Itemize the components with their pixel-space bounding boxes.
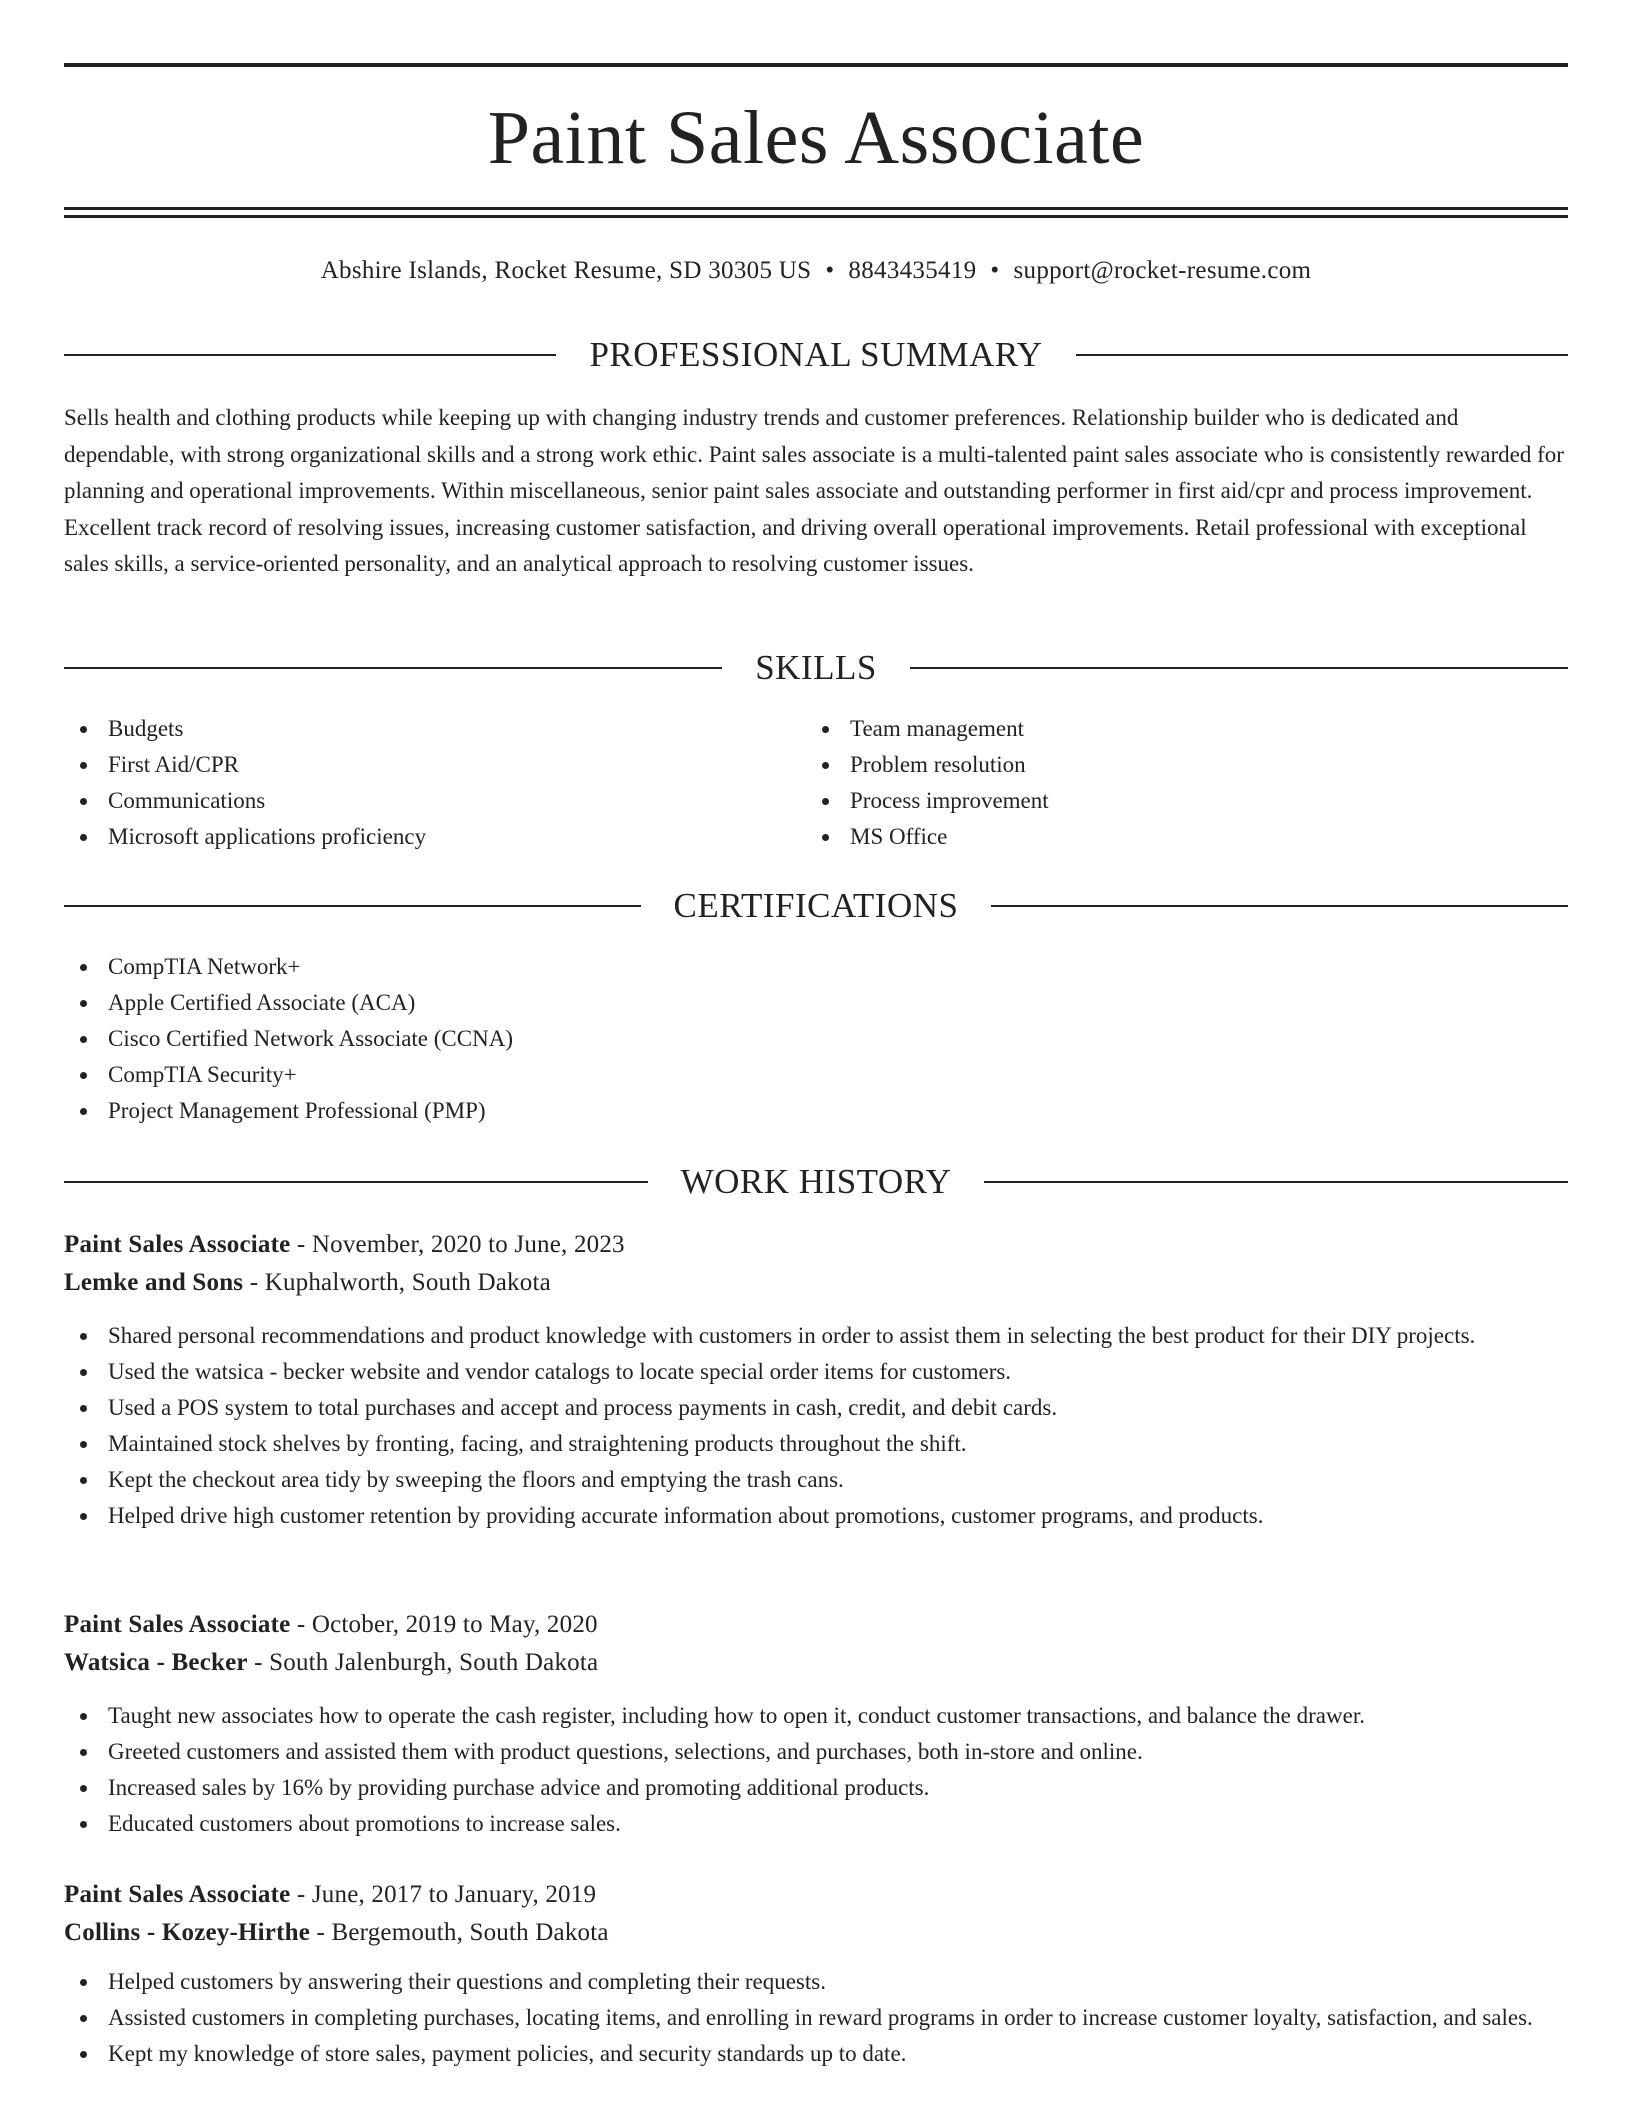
job-bullet: Kept the checkout area tidy by sweeping the floors and emptying the trash cans. [64,1462,1568,1498]
skill-item: Budgets [64,711,764,747]
job-company: Collins - Kozey-Hirthe [64,1919,311,1946]
certifications-heading-label: CERTIFICATIONS [673,886,959,925]
skill-item: Communications [64,783,764,819]
contact-line [64,253,1568,289]
job-title: Paint Sales Associate [64,1611,291,1638]
contact-address: Abshire Islands, Rocket Resume, SD 30305 US [320,257,812,284]
heading-rule [984,1181,1568,1183]
job-bullet: Helped drive high customer retention by providing accurate information about promotions, customer programs, and products. [64,1498,1568,1534]
summary-text: Sells health and clothing products while keeping up with changing industry trends and customer preferences. Relationship builder who is dedicated and dependable, with strong organizational skills and a strong work ethic. Paint sales associate is a multi-talented paint sales associate who is consistently rewarded for planning and operational improvements. Within miscellaneous, senior paint sales associate and outstanding performer in first aid/cpr and process improvement. Excellent track record of resolving issues, increasing customer satisfaction, and driving overall operational improvements. Retail professional with exceptional sales skills, a service-oriented personality, and an analytical approach to resolving customer issues. [64,405,1564,576]
job-entry [64,1606,1568,1842]
job-entry [64,1876,1568,2072]
heading-rule [64,354,556,356]
heading-rule [64,667,722,669]
heading-rule [991,905,1568,907]
job-entry [64,1226,1568,1534]
skill-item: First Aid/CPR [64,747,764,783]
job-bullet: Kept my knowledge of store sales, payment policies, and security standards up to date. [64,2036,1568,2072]
skills-heading [64,646,1568,690]
job-location: South Jalenburgh, South Dakota [269,1649,599,1676]
job-company-line: Lemke and Sons - Kuphalworth, South Dakota [64,1269,551,1296]
certification-item: Project Management Professional (PMP) [64,1093,1568,1129]
contact-phone: 8843435419 [848,257,977,284]
job-dates: June, 2017 to January, 2019 [311,1881,597,1908]
job-bullet: Assisted customers in completing purchases, locating items, and enrolling in reward programs in order to increase customer loyalty, satisfaction, and sales. [64,2000,1568,2036]
job-title: Paint Sales Associate [64,1231,291,1258]
job-title-line: Paint Sales Associate - June, 2017 to January, 2019 [64,1881,597,1908]
job-company: Watsica - Becker [64,1649,248,1676]
job-bullet: Shared personal recommendations and product knowledge with customers in order to assist them in selecting the best product for their DIY projects. [64,1318,1568,1354]
title-rule-upper [64,207,1568,210]
job-bullet: Used the watsica - becker website and vendor catalogs to locate special order items for customers. [64,1354,1568,1390]
skill-item: Process improvement [806,783,1506,819]
job-title: Paint Sales Associate [64,1881,291,1908]
heading-rule [64,905,641,907]
certification-item: Cisco Certified Network Associate (CCNA) [64,1021,1568,1057]
resume-title: Paint Sales Associate [487,96,1145,180]
job-bullets [64,1318,1568,1534]
top-rule [64,63,1568,67]
certification-item: CompTIA Network+ [64,949,1568,985]
work-history-heading-label: WORK HISTORY [680,1162,952,1201]
certifications-list [64,949,1568,1129]
skills-right-column [806,711,1506,855]
certification-item: Apple Certified Associate (ACA) [64,985,1568,1021]
contact-email: support@rocket-resume.com [1013,257,1312,284]
job-location: Kuphalworth, South Dakota [264,1269,551,1296]
job-bullets [64,1698,1568,1842]
job-location: Bergemouth, South Dakota [331,1919,609,1946]
job-bullet: Greeted customers and assisted them with product questions, selections, and purchases, both in-store and online. [64,1734,1568,1770]
skill-item: Microsoft applications proficiency [64,819,764,855]
skill-item: MS Office [806,819,1506,855]
heading-rule [910,667,1568,669]
summary-heading [64,333,1568,377]
job-bullet: Helped customers by answering their questions and completing their requests. [64,1964,1568,2000]
summary-heading-label: PROFESSIONAL SUMMARY [589,335,1043,374]
job-bullet: Increased sales by 16% by providing purchase advice and promoting additional products. [64,1770,1568,1806]
skill-item: Team management [806,711,1506,747]
work-history-heading [64,1160,1568,1204]
contact-separator: • [990,257,1000,284]
job-bullets [64,1964,1568,2072]
title-rule-lower [64,215,1568,218]
job-bullet: Used a POS system to total purchases and accept and process payments in cash, credit, and debit cards. [64,1390,1568,1426]
job-dates: November, 2020 to June, 2023 [311,1231,625,1258]
job-title-line: Paint Sales Associate - November, 2020 to June, 2023 [64,1231,625,1258]
job-bullet: Taught new associates how to operate the cash register, including how to open it, conduct customer transactions, and balance the drawer. [64,1698,1568,1734]
certifications-heading [64,884,1568,928]
heading-rule [1076,354,1568,356]
skills-heading-label: SKILLS [755,648,877,687]
job-title-line: Paint Sales Associate - October, 2019 to May, 2020 [64,1611,598,1638]
job-company-line: Watsica - Becker - South Jalenburgh, South Dakota [64,1649,599,1676]
certification-item: CompTIA Security+ [64,1057,1568,1093]
job-bullet: Educated customers about promotions to increase sales. [64,1806,1568,1842]
job-company: Lemke and Sons [64,1269,244,1296]
heading-rule [64,1181,648,1183]
job-company-line: Collins - Kozey-Hirthe - Bergemouth, South Dakota [64,1919,609,1946]
skill-item: Problem resolution [806,747,1506,783]
contact-separator: • [825,257,835,284]
skills-left-column [64,711,764,855]
job-bullet: Maintained stock shelves by fronting, facing, and straightening products throughout the shift. [64,1426,1568,1462]
job-dates: October, 2019 to May, 2020 [311,1611,598,1638]
